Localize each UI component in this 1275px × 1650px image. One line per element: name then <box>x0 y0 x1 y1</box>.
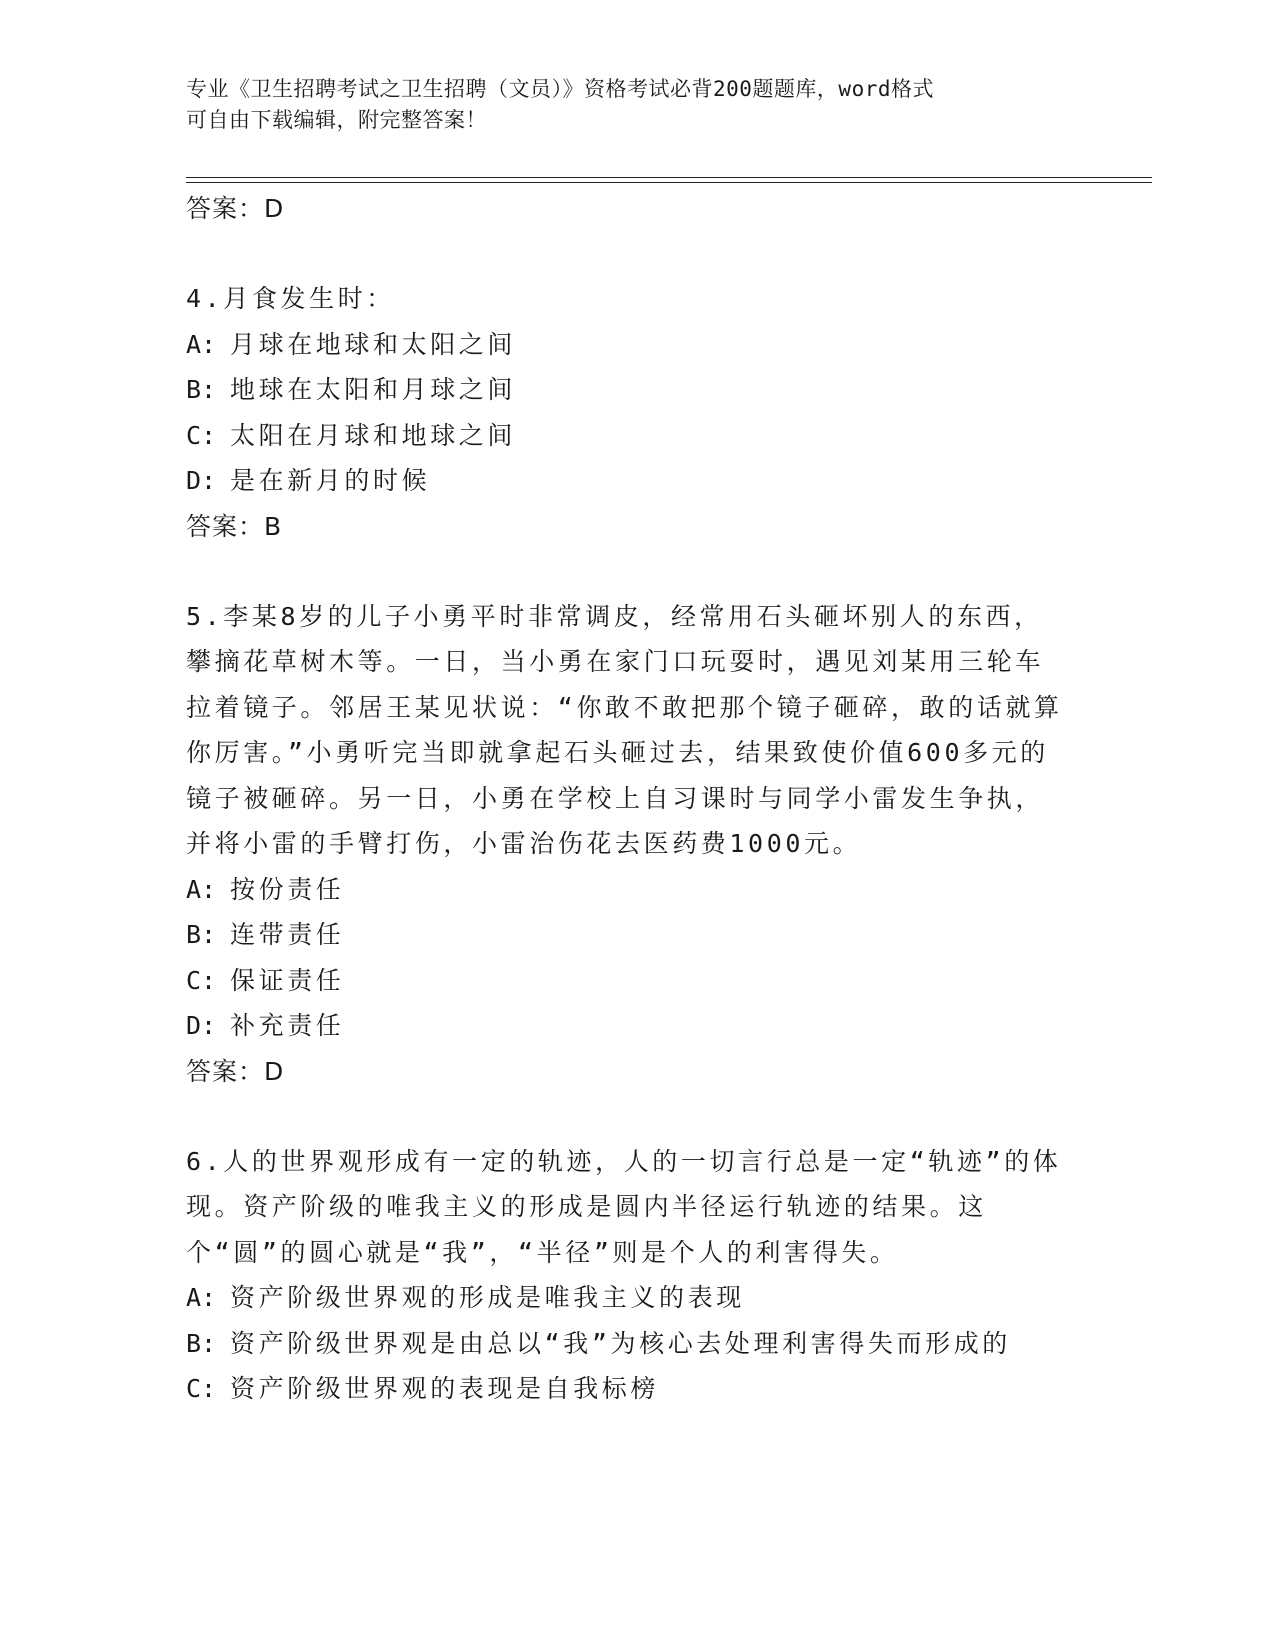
option-text: 是在新月的时候 <box>230 466 431 495</box>
answer-line <box>186 504 1066 549</box>
answer-label: 答案： <box>186 194 265 223</box>
question-stem: 4.月食发生时： <box>186 284 395 313</box>
answer-option <box>186 413 1066 459</box>
answer-value: D <box>264 1056 285 1086</box>
option-letter: C: <box>186 965 217 995</box>
answer-option <box>186 1321 1066 1367</box>
block-spacer <box>186 1094 1066 1139</box>
option-letter: A: <box>186 874 217 904</box>
option-letter: A: <box>186 1283 217 1312</box>
answer-option <box>186 958 1066 1004</box>
header-divider-top <box>186 177 1152 178</box>
option-text: 资产阶级世界观的表现是自我标榜 <box>230 1374 660 1403</box>
answer-line <box>186 186 1066 231</box>
header-divider-bottom <box>186 182 1152 183</box>
option-letter: C: <box>186 420 217 450</box>
answer-option <box>186 1003 1066 1049</box>
header-line-1: 专业《卫生招聘考试之卫生招聘（文员）》资格考试必背200题题库，word格式 <box>186 77 934 101</box>
answer-value: B <box>264 511 283 541</box>
block-spacer <box>186 549 1066 594</box>
option-text: 保证责任 <box>230 965 345 995</box>
question-list <box>186 186 1066 1412</box>
option-letter: C: <box>186 1374 217 1403</box>
document-header <box>186 74 1066 136</box>
answer-option <box>186 912 1066 958</box>
option-letter: D: <box>186 1011 217 1040</box>
option-letter: B: <box>186 375 217 404</box>
header-line-2: 可自由下载编辑，附完整答案！ <box>186 108 487 132</box>
answer-option <box>186 1366 1066 1412</box>
answer-value: D <box>264 194 285 223</box>
option-text: 资产阶级世界观的形成是唯我主义的表现 <box>230 1283 745 1312</box>
option-text: 太阳在月球和地球之间 <box>230 420 517 450</box>
answer-option <box>186 1275 1066 1321</box>
option-letter: B: <box>186 1328 217 1358</box>
question-stem: 6.人的世界观形成有一定的轨迹，人的一切言行总是一定“轨迹”的体现。资产阶级的唯我主义的形成是圆内半径运行轨迹的结果。这个“圆”的圆心就是“我”，“半径”则是个人的利害得失。 <box>186 1146 1062 1267</box>
answer-option <box>186 367 1066 413</box>
answer-option <box>186 867 1066 913</box>
answer-label: 答案： <box>186 1056 265 1086</box>
answer-option <box>186 322 1066 368</box>
answer-line <box>186 1049 1066 1094</box>
question-stem: 5.李某8岁的儿子小勇平时非常调皮，经常用石头砸坏别人的东西，攀摘花草树木等。一日，当小勇在家门口玩耍时，遇见刘某用三轮车拉着镜子。邻居王某见状说：“你敢不敢把那个镜子砸碎，敢的话就算你厉害。”小勇听完当即就拿起石头砸过去，结果致使价值600多元的镜子被砸碎。另一日，小勇在学校上自习课时与同学小雷发生争执，并将小雷的手臂打伤，小雷治伤花去医药费1000元。 <box>186 601 1063 858</box>
answer-label: 答案： <box>186 511 265 541</box>
option-text: 地球在太阳和月球之间 <box>230 375 517 404</box>
option-text: 按份责任 <box>230 874 345 904</box>
block-spacer <box>186 231 1066 276</box>
option-letter: A: <box>186 329 217 359</box>
option-text: 月球在地球和太阳之间 <box>230 329 517 359</box>
option-text: 连带责任 <box>230 920 345 949</box>
option-text: 资产阶级世界观是由总以“我”为核心去处理利害得失而形成的 <box>230 1328 1011 1358</box>
answer-option <box>186 458 1066 504</box>
option-text: 补充责任 <box>230 1011 345 1040</box>
option-letter: B: <box>186 920 217 949</box>
option-letter: D: <box>186 466 217 495</box>
